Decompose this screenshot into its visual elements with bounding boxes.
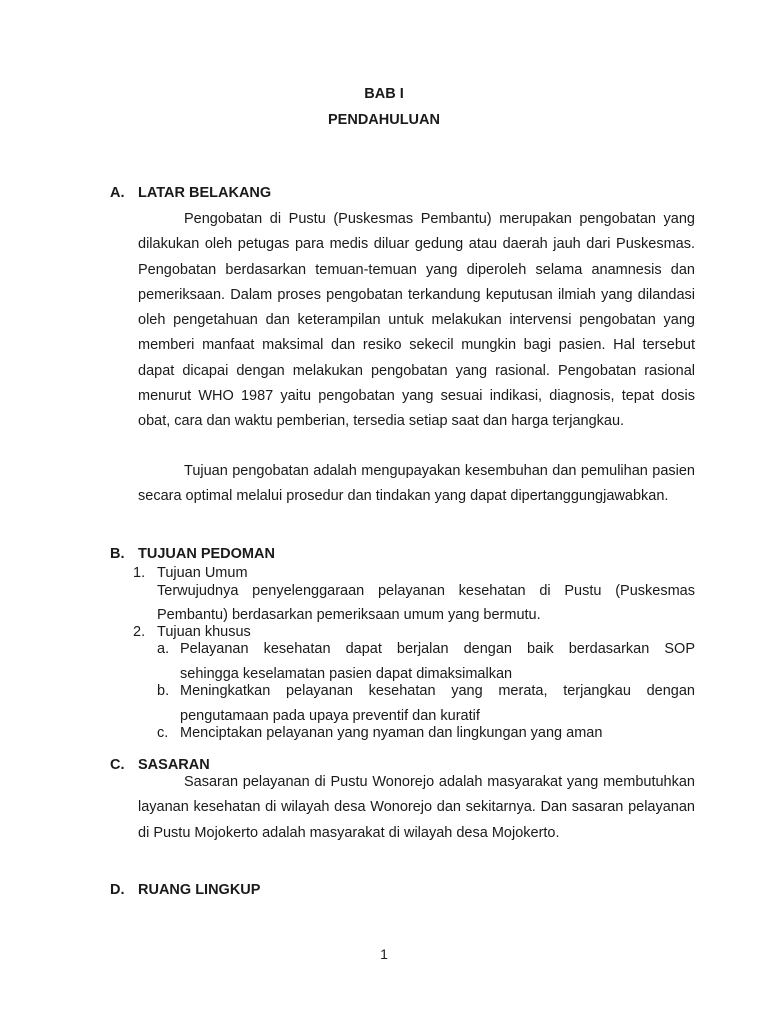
- section-a-paragraph-2: [138, 459, 695, 510]
- section-c-paragraph-1-text: Sasaran pelayanan di Pustu Wonorejo adalah masyarakat yang membutuhkan layanan kesehatan di wilayah desa Wonorejo dan sekitarnya. Dan sasaran pelayanan di Pustu Mojokerto adalah masyarakat di wilayah desa Mojokerto.: [138, 774, 695, 841]
- section-c-paragraph-1: [138, 770, 695, 846]
- sublist-b-line-1: Meningkatkan pelayanan kesehatan yang merata, terjangkau dengan: [180, 683, 695, 699]
- section-d-heading: [110, 882, 260, 898]
- section-a-paragraph-1: [138, 207, 695, 435]
- sublist-a-line-1: Pelayanan kesehatan dapat berjalan dengan baik berdasarkan SOP: [180, 641, 695, 657]
- section-a-paragraph-1-text: Pengobatan di Pustu (Puskesmas Pembantu) merupakan pengobatan yang dilakukan oleh petugas para medis diluar gedung atau daerah jauh dari Puskesmas. Pengobatan berdasarkan temuan-temuan yang diperoleh selama anamnesis dan pemeriksaan. Dalam proses pengobatan terkandung keputusan ilmiah yang dilandasi oleh pengetahuan dan keterampilan untuk melakukan intervensi pengobatan yang memberi manfaat maksimal dan resiko sekecil mungkin bagi pasien. Hal tersebut dapat dicapai dengan melakukan pengobatan yang rasional. Pengobatan rasional menurut WHO 1987 yaitu pengobatan yang sesuai indikasi, diagnosis, tepat dosis obat, cara dan waktu pemberian, tersedia setiap saat dan harga terjangkau.: [138, 211, 695, 430]
- section-b-title: TUJUAN PEDOMAN: [138, 546, 275, 562]
- list-number-2: 2.: [133, 624, 146, 640]
- section-a-heading: [110, 185, 271, 201]
- section-c-letter: C.: [110, 757, 125, 773]
- list-number-1: 1.: [133, 565, 146, 581]
- page-number: 1: [380, 946, 388, 962]
- section-d-letter: D.: [110, 882, 125, 898]
- section-d-title: RUANG LINGKUP: [138, 882, 261, 898]
- section-c-title: SASARAN: [138, 757, 210, 773]
- section-a-paragraph-2-text: Tujuan pengobatan adalah mengupayakan kesembuhan dan pemulihan pasien secara optimal melalui prosedur dan tindakan yang dapat dipertanggungjawabkan.: [138, 463, 695, 505]
- list-item-2-label: Tujuan khusus: [157, 624, 251, 640]
- list-item-1-label: Tujuan Umum: [157, 565, 248, 581]
- sublist-letter-a: a.: [157, 641, 170, 657]
- chapter-title: PENDAHULUAN: [328, 112, 440, 128]
- sublist-letter-b: b.: [157, 683, 170, 699]
- section-a-title: LATAR BELAKANG: [138, 185, 272, 201]
- list-item-1-text-line-2: Pembantu) berdasarkan pemeriksaan umum yang bermutu.: [157, 607, 541, 623]
- sublist-b-line-2: pengutamaan pada upaya preventif dan kuratif: [180, 708, 480, 724]
- list-item-1-text-line-1: Terwujudnya penyelenggaraan pelayanan kesehatan di Pustu (Puskesmas: [157, 583, 695, 599]
- sublist-c-line-1: Menciptakan pelayanan yang nyaman dan lingkungan yang aman: [180, 725, 603, 741]
- section-b-heading: [110, 546, 275, 562]
- section-b-letter: B.: [110, 546, 125, 562]
- sublist-a-line-2: sehingga keselamatan pasien dapat dimaksimalkan: [180, 666, 513, 682]
- section-a-letter: A.: [110, 185, 125, 201]
- sublist-letter-c: c.: [157, 725, 169, 741]
- chapter-label: BAB I: [364, 86, 404, 102]
